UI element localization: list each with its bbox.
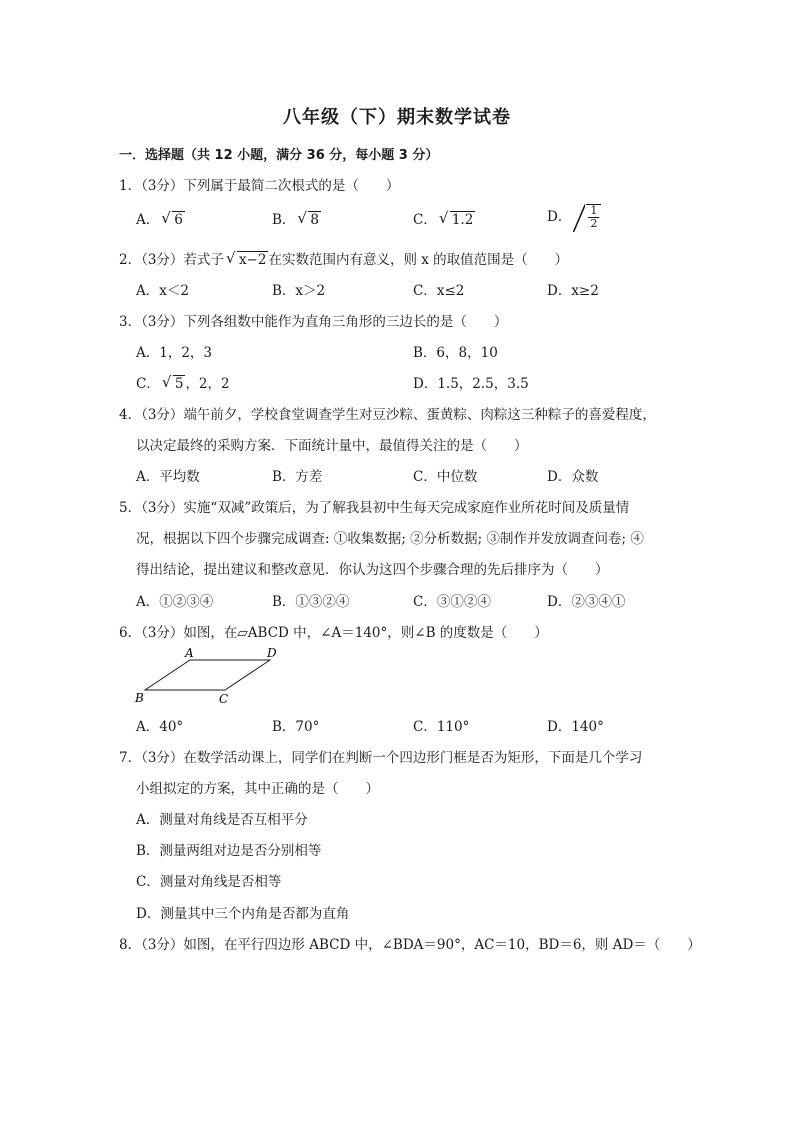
q3-option-b[interactable]: B．6，8，10: [413, 345, 498, 361]
q2-option-c[interactable]: C．x≤2: [413, 283, 465, 299]
q5-option-c[interactable]: C．③①②④: [413, 594, 491, 610]
question-6-stem: 6．（3分）如图，在▱ABCD 中，∠A＝140°，则∠B 的度数是（ ）: [119, 625, 548, 641]
q5-option-b[interactable]: B．①③②④: [272, 594, 350, 610]
q1-option-a[interactable]: A．√ 6: [136, 210, 185, 230]
q6-option-a[interactable]: A．40°: [136, 719, 184, 735]
question-4-line-1: 4．（3分）端午前夕，学校食堂调查学生对豆沙粽、蛋黄粽、肉粽这三种粽子的喜爱程度，: [119, 407, 656, 423]
vertex-label-c: C: [219, 692, 229, 706]
question-7-line-2: 小组拟定的方案，其中正确的是（ ）: [136, 781, 379, 797]
page-title: 八年级（下）期末数学试卷: [283, 107, 511, 128]
q1-option-b[interactable]: B．√ 8: [272, 210, 321, 230]
q1-a-radicand: 6: [174, 212, 183, 228]
q7-option-c[interactable]: C．测量对角线是否相等: [136, 874, 282, 890]
question-5-line-3: 得出结论，提出建议和整改意见．你认为这四个步骤合理的先后排序为（ ）: [136, 562, 609, 578]
q1-option-d[interactable]: D． $\frac{1}{2}$: [547, 204, 601, 230]
q4-option-b[interactable]: B．方差: [272, 469, 323, 485]
q4-option-d[interactable]: D．众数: [547, 469, 599, 485]
q6-option-c[interactable]: C．110°: [413, 719, 470, 735]
question-5-line-2: 况，根据以下四个步骤完成调查: ①收集数据; ②分析数据; ③制作并发放调查问卷; ④: [136, 531, 644, 547]
q1-c-radicand: 1.2: [451, 212, 474, 228]
q6-option-b[interactable]: B．70°: [272, 719, 320, 735]
q2-option-d[interactable]: D．x≥2: [547, 283, 599, 299]
q1-option-c[interactable]: C．√ 1.2: [413, 210, 475, 230]
q3-option-d[interactable]: D．1.5，2.5，3.5: [413, 376, 529, 392]
q3-option-c[interactable]: C．√ 5 ，2，2: [136, 374, 230, 394]
section-heading: 一．选择题（共 12 小题，满分 36 分，每小题 3 分）: [119, 148, 439, 163]
q2-radicand: x−2: [238, 252, 267, 268]
q7-option-b[interactable]: B．测量两组对边是否分别相等: [136, 843, 322, 859]
q5-option-d[interactable]: D．②③④①: [547, 594, 626, 610]
vertex-label-b: B: [135, 691, 144, 705]
q4-option-a[interactable]: A．平均数: [136, 469, 200, 485]
q2-option-b[interactable]: B．x＞2: [272, 283, 326, 299]
q5-option-a[interactable]: A．①②③④: [136, 594, 214, 610]
vertex-label-d: D: [267, 646, 277, 660]
vertex-label-a: A: [185, 646, 194, 660]
q7-option-d[interactable]: D．测量其中三个内角是否都为直角: [136, 906, 350, 922]
question-3-stem: 3．（3分）下列各组数中能作为直角三角形的三边长的是（ ）: [119, 314, 508, 330]
question-4-line-2: 以决定最终的采购方案．下面统计量中，最值得关注的是（ ）: [136, 438, 528, 454]
q1-d-numerator: 1: [590, 204, 598, 217]
parallelogram-figure: [130, 645, 290, 710]
question-1-stem: 1．（3分）下列属于最简二次根式的是（ ）: [119, 178, 400, 194]
question-5-line-1: 5．（3分）实施“双减”政策后，为了解我县初中生每天完成家庭作业所花时间及质量情: [119, 500, 630, 516]
question-7-line-1: 7．（3分）在数学活动课上，同学们在判断一个四边形门框是否为矩形，下面是几个学习: [119, 750, 643, 766]
q3-option-a[interactable]: A．1，2，3: [136, 345, 213, 361]
question-8-stem: 8．（3分）如图，在平行四边形 ABCD 中，∠BDA＝90°，AC＝10，BD＝6，则 AD＝（ ）: [119, 937, 701, 953]
q3-c-radicand: 5: [174, 376, 184, 392]
q2-option-a[interactable]: A．x＜2: [136, 283, 189, 299]
q4-option-c[interactable]: C．中位数: [413, 469, 478, 485]
q7-option-a[interactable]: A．测量对角线是否互相平分: [136, 812, 308, 828]
q1-b-radicand: 8: [310, 212, 320, 228]
q6-option-d[interactable]: D．140°: [547, 719, 604, 735]
question-2-stem: 2．（3分）若式子√ x−2 在实数范围内有意义，则 x 的取值范围是（ ）: [119, 250, 568, 270]
q1-d-denominator: 2: [590, 217, 598, 230]
